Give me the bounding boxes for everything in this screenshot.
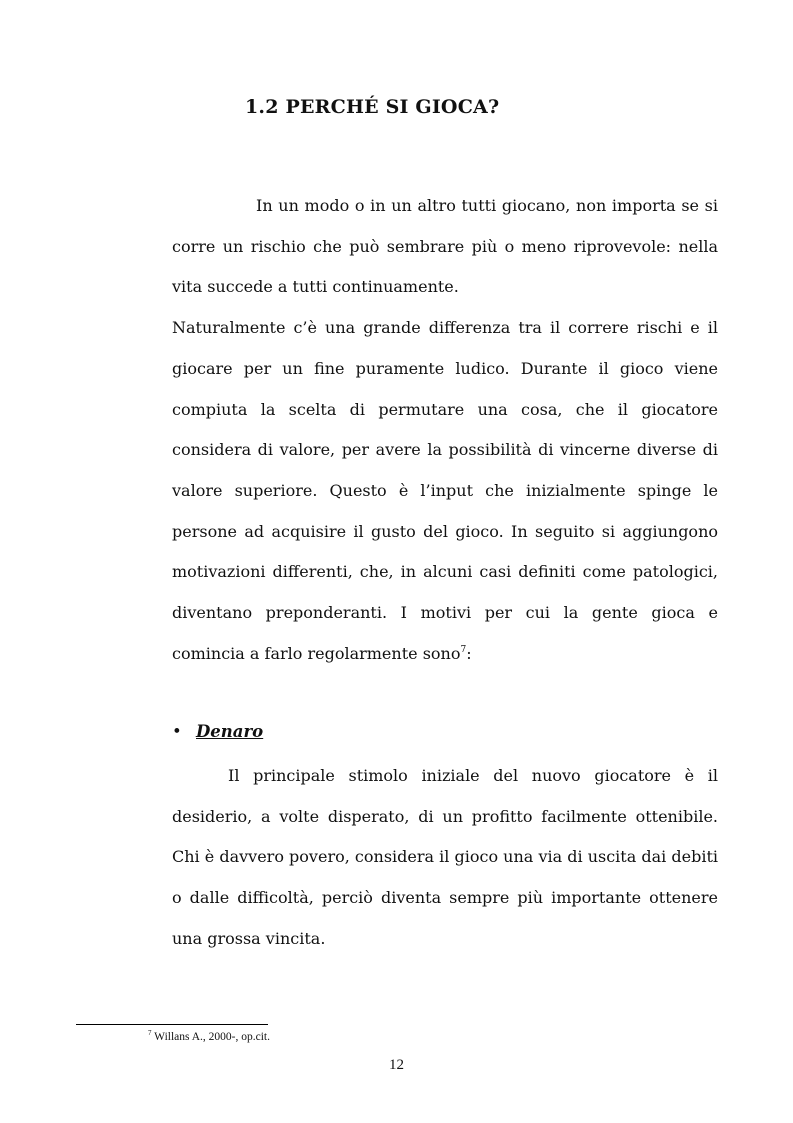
bullet-marker: •: [172, 722, 182, 741]
footnote-separator: [76, 1024, 268, 1025]
section-heading: 1.2 PERCHÉ SI GIOCA?: [245, 96, 500, 118]
footnote-number: 7: [148, 1029, 152, 1037]
bullet-label: Denaro: [196, 722, 264, 741]
second-paragraph-text: Naturalmente c’è una grande differenza tra il correre rischi e il giocare per un fine puramente ludico. Durante il gioco viene compiuta la scelta di permutare una cosa, che il giocatore considera di valore, per avere la possibilità di vincerne diverse di valore superiore. Questo è l’input che inizialmente spinge le persone ad acquisire il gusto del gioco. In seguito si aggiungono motivazioni differenti, che, in alcuni casi definiti come patologici, diventano preponderanti. I motivi per cui la gente gioca e comincia a farlo regolarmente sono: [172, 318, 718, 663]
main-text: [172, 186, 718, 674]
bullet-paragraph: Il principale stimolo iniziale del nuovo giocatore è il desiderio, a volte disperato, di un profitto facilmente ottenibile. Chi è davvero povero, considera il gioco una via di uscita dai debiti o dalle difficoltà, perciò diventa sempre più importante ottenere una grossa vincita.: [172, 766, 718, 948]
footnote-text: Willans A., 2000-, op.cit.: [154, 1031, 270, 1043]
footnote-reference: 7: [460, 644, 467, 655]
bullet-item-denaro: [172, 722, 263, 741]
footnote: [148, 1031, 270, 1043]
page-number: 12: [389, 1057, 404, 1073]
second-paragraph: [172, 308, 718, 674]
second-paragraph-colon: :: [466, 643, 472, 663]
intro-paragraph: In un modo o in un altro tutti giocano, non importa se si corre un rischio che può sembrare più o meno riprovevole: nella vita succede a tutti continuamente.: [172, 196, 718, 297]
bullet-body: [172, 756, 718, 960]
